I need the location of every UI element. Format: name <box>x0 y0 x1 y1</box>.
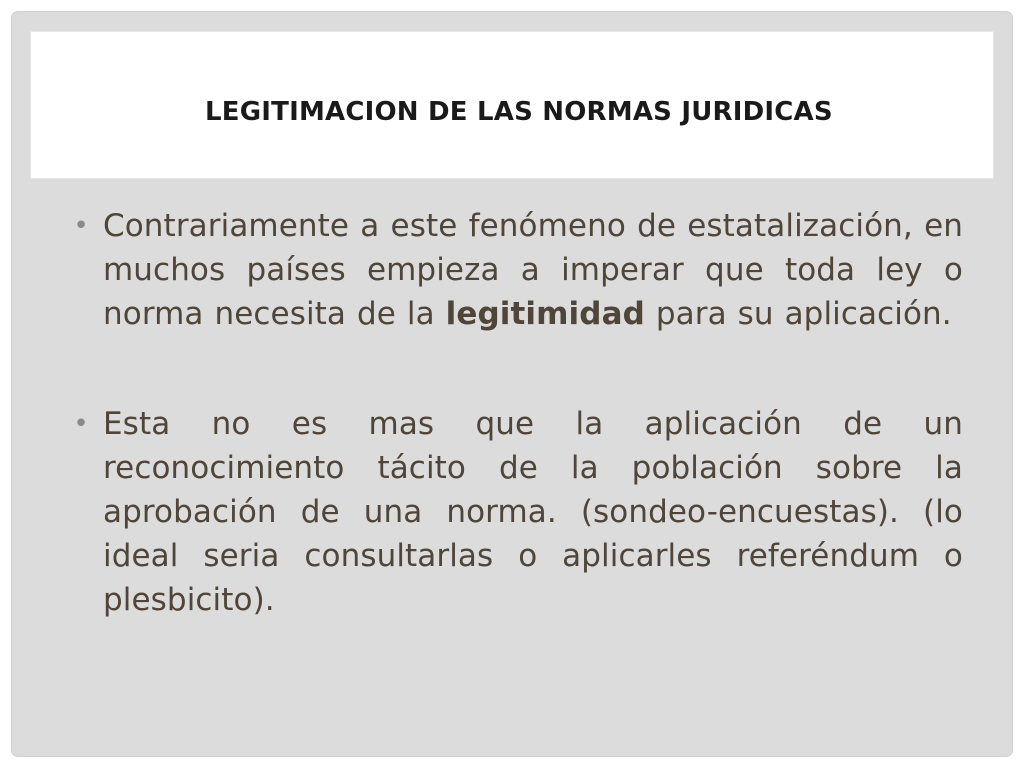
slide-title: LEGITIMACION DE LAS NORMAS JURIDICAS <box>205 97 833 127</box>
bullet-1-text-end: para su aplicación. <box>644 296 952 332</box>
bullet-item-1 <box>70 204 963 336</box>
bullet-text-1 <box>103 204 963 336</box>
bullet-dot-icon: • <box>73 211 89 241</box>
bullet-1-text-start: Contrariamente a este fenómeno de estatalización, en muchos países empieza a imperar que toda ley o norma necesita de la <box>103 208 963 332</box>
slide-content <box>70 204 963 622</box>
bullet-dot-icon: • <box>73 409 89 439</box>
bullet-text-2: Esta no es mas que la aplicación de un reconocimiento tácito de la población sobre la aprobación de una norma. (sondeo-encuestas). (lo ideal seria consultarlas o aplicarles referéndum o plesbicito). <box>103 406 963 618</box>
bullet-1-bold-term: legitimidad <box>445 296 645 332</box>
bullet-item-2 <box>70 402 963 622</box>
